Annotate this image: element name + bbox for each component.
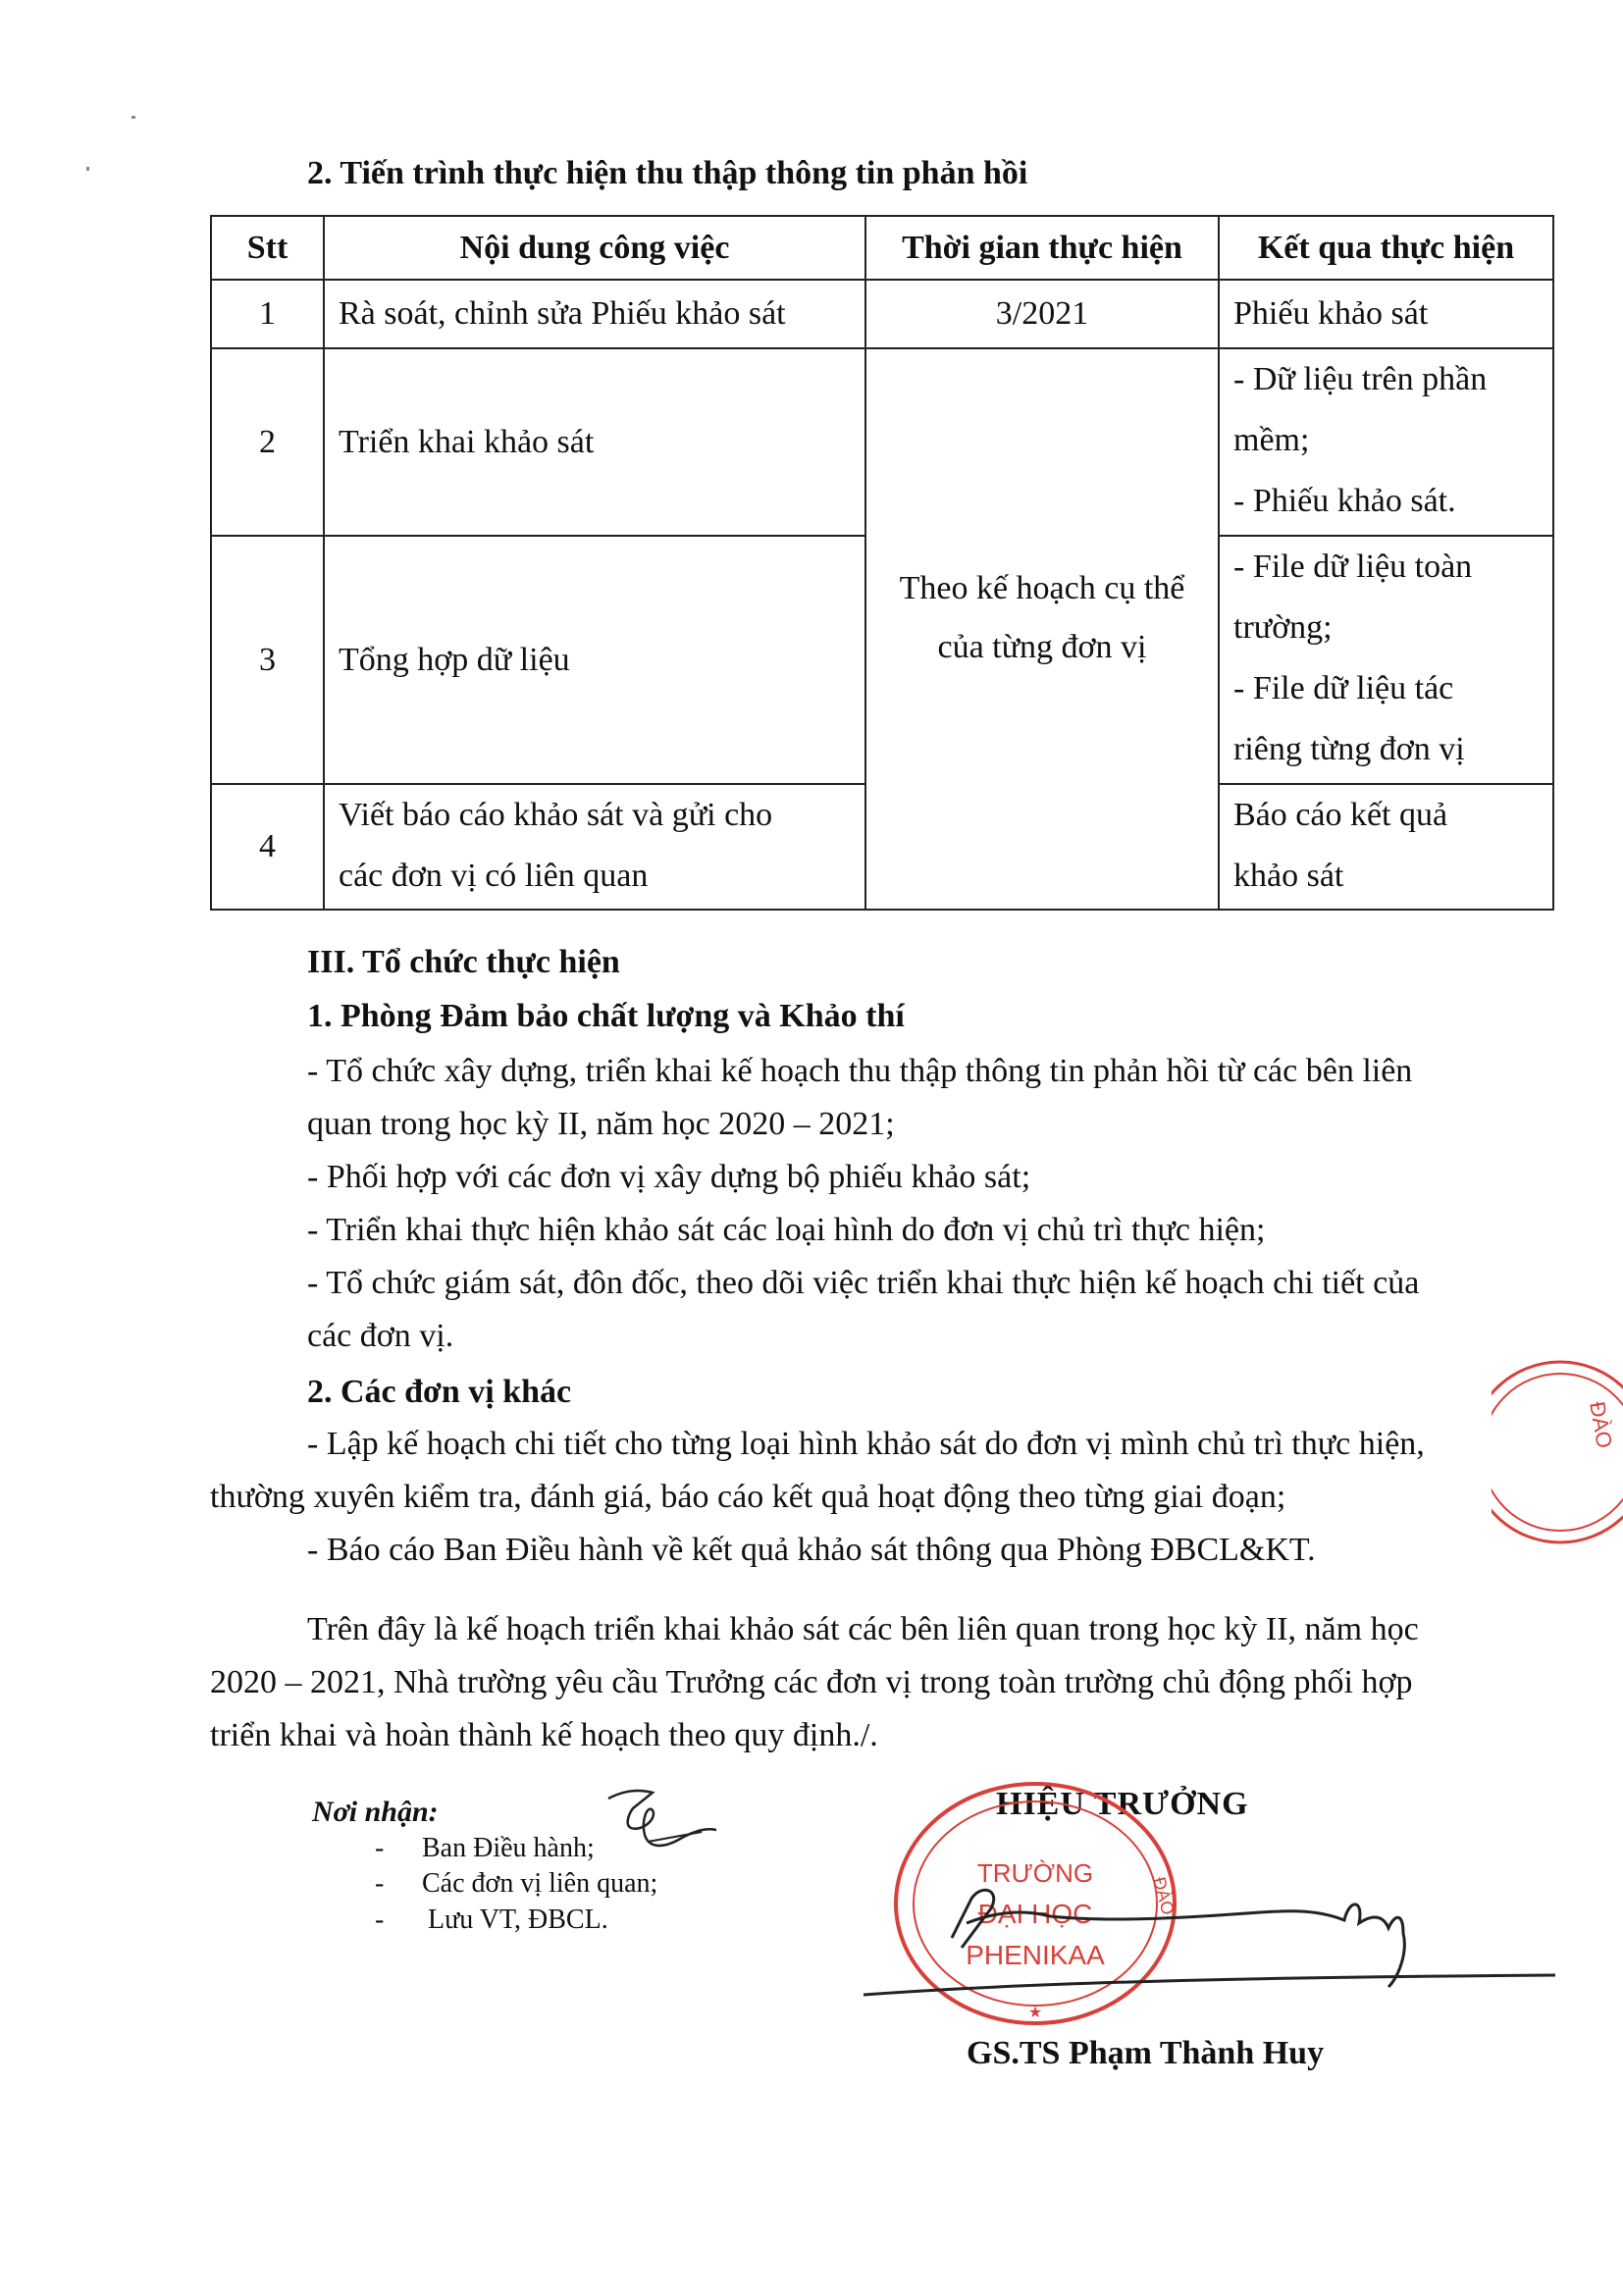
- sub1-line: - Triển khai thực hiện khảo sát các loại hình do đơn vị chủ trì thực hiện;: [307, 1212, 1266, 1248]
- initials-signature: [603, 1781, 721, 1859]
- sub1-line: quan trong học kỳ II, năm học 2020 – 2021;: [307, 1106, 895, 1142]
- header-stt: Stt: [246, 230, 288, 266]
- stamp-line: ĐẠI HỌC: [977, 1899, 1093, 1929]
- part3-heading: III. Tổ chức thực hiện: [307, 944, 620, 980]
- merged-time-line: Theo kế hoạch cụ thể: [899, 570, 1185, 606]
- recipients-title: Nơi nhận:: [312, 1796, 439, 1828]
- row-1-stt: 1: [259, 295, 276, 332]
- stamp-line: PHENIKAA: [966, 1940, 1105, 1970]
- closing-line: triển khai và hoàn thành kế hoạch theo quy định./.: [210, 1717, 878, 1753]
- stamp-edge-text: ĐÀO: [1149, 1874, 1178, 1917]
- recipient-item: Ban Điều hành;: [422, 1833, 595, 1863]
- sub2-heading: 2. Các đơn vị khác: [307, 1374, 572, 1410]
- col-line: [1218, 215, 1220, 911]
- recipient-item: Lưu VT, ĐBCL.: [428, 1905, 608, 1935]
- header-result: Kết qua thực hiện: [1257, 230, 1515, 266]
- recipient-bullet: -: [375, 1905, 385, 1935]
- row-3-result-line: riêng từng đơn vị: [1233, 731, 1465, 767]
- handwritten-signature: [854, 1879, 1570, 2016]
- row-1-result: Phiếu khảo sát: [1233, 295, 1429, 332]
- row-2-result-line: - Dữ liệu trên phần: [1233, 361, 1488, 397]
- sub2-line: - Báo cáo Ban Điều hành về kết quả khảo sát thông qua Phòng ĐBCL&KT.: [307, 1532, 1316, 1568]
- row-3-content: Tổng hợp dữ liệu: [339, 642, 570, 678]
- row-1-time: 3/2021: [995, 295, 1089, 332]
- table-border-right: [1552, 215, 1554, 911]
- sub2-line: - Lập kế hoạch chi tiết cho từng loại hình khảo sát do đơn vị mình chủ trì thực hiện,: [307, 1426, 1425, 1462]
- row-2-stt: 2: [259, 424, 276, 460]
- signature-title: HIỆU TRƯỞNG: [996, 1786, 1249, 1822]
- row-3-stt: 3: [259, 642, 276, 678]
- recipient-bullet: -: [375, 1833, 385, 1863]
- sub1-line: - Phối hợp với các đơn vị xây dựng bộ phiếu khảo sát;: [307, 1159, 1031, 1195]
- scan-speck: [86, 167, 89, 171]
- row-1-content: Rà soát, chỉnh sửa Phiếu khảo sát: [339, 295, 786, 332]
- recipient-bullet: -: [375, 1868, 385, 1899]
- signer-name: GS.TS Phạm Thành Huy: [967, 2035, 1325, 2071]
- row-4-result-line: Báo cáo kết quả: [1233, 797, 1448, 833]
- edge-stamp: [1492, 1334, 1623, 1570]
- col-line: [323, 215, 325, 911]
- sub1-line: - Tổ chức xây dựng, triển khai kế hoạch thu thập thông tin phản hồi từ các bên liên: [307, 1053, 1413, 1089]
- merged-time-line: của từng đơn vị: [937, 629, 1147, 665]
- scan-speck: [131, 116, 135, 119]
- row-4-content-line: Viết báo cáo khảo sát và gửi cho: [339, 797, 773, 833]
- header-time: Thời gian thực hiện: [902, 230, 1182, 266]
- table-border-bottom: [210, 909, 1554, 911]
- edge-stamp-text: ĐÀO: [1585, 1399, 1617, 1450]
- star-icon: ★: [1027, 2005, 1043, 2021]
- row-2-content: Triển khai khảo sát: [339, 424, 595, 460]
- recipient-item: Các đơn vị liên quan;: [422, 1868, 658, 1899]
- closing-line: 2020 – 2021, Nhà trường yêu cầu Trưởng các đơn vị trong toàn trường chủ động phối hợp: [210, 1664, 1413, 1700]
- row-2-result-line: - Phiếu khảo sát.: [1233, 483, 1456, 519]
- row-4-stt: 4: [259, 828, 276, 864]
- row-3-result-line: - File dữ liệu tác: [1233, 670, 1454, 706]
- stamp-line: TRƯỜNG: [976, 1858, 1094, 1888]
- header-content: Nội dung công việc: [459, 230, 730, 266]
- closing-line: Trên đây là kế hoạch triển khai khảo sát các bên liên quan trong học kỳ II, năm học: [307, 1611, 1419, 1647]
- sub1-line: các đơn vị.: [307, 1318, 454, 1354]
- sub2-line: thường xuyên kiểm tra, đánh giá, báo cáo kết quả hoạt động theo từng giai đoạn;: [210, 1479, 1286, 1515]
- sub1-heading: 1. Phòng Đảm bảo chất lượng và Khảo thí: [307, 998, 905, 1034]
- row-3-result-line: - File dữ liệu toàn: [1233, 548, 1473, 585]
- sub1-line: - Tổ chức giám sát, đôn đốc, theo dõi việc triển khai thực hiện kế hoạch chi tiết của: [307, 1265, 1420, 1301]
- row-4-result-line: khảo sát: [1233, 858, 1344, 894]
- progress-table: [210, 215, 1554, 911]
- row-3-result-line: trường;: [1233, 609, 1333, 646]
- section-heading: 2. Tiến trình thực hiện thu thập thông tin phản hồi: [307, 155, 1028, 191]
- row-4-content-line: các đơn vị có liên quan: [339, 858, 649, 894]
- row-2-result-line: mềm;: [1233, 422, 1310, 458]
